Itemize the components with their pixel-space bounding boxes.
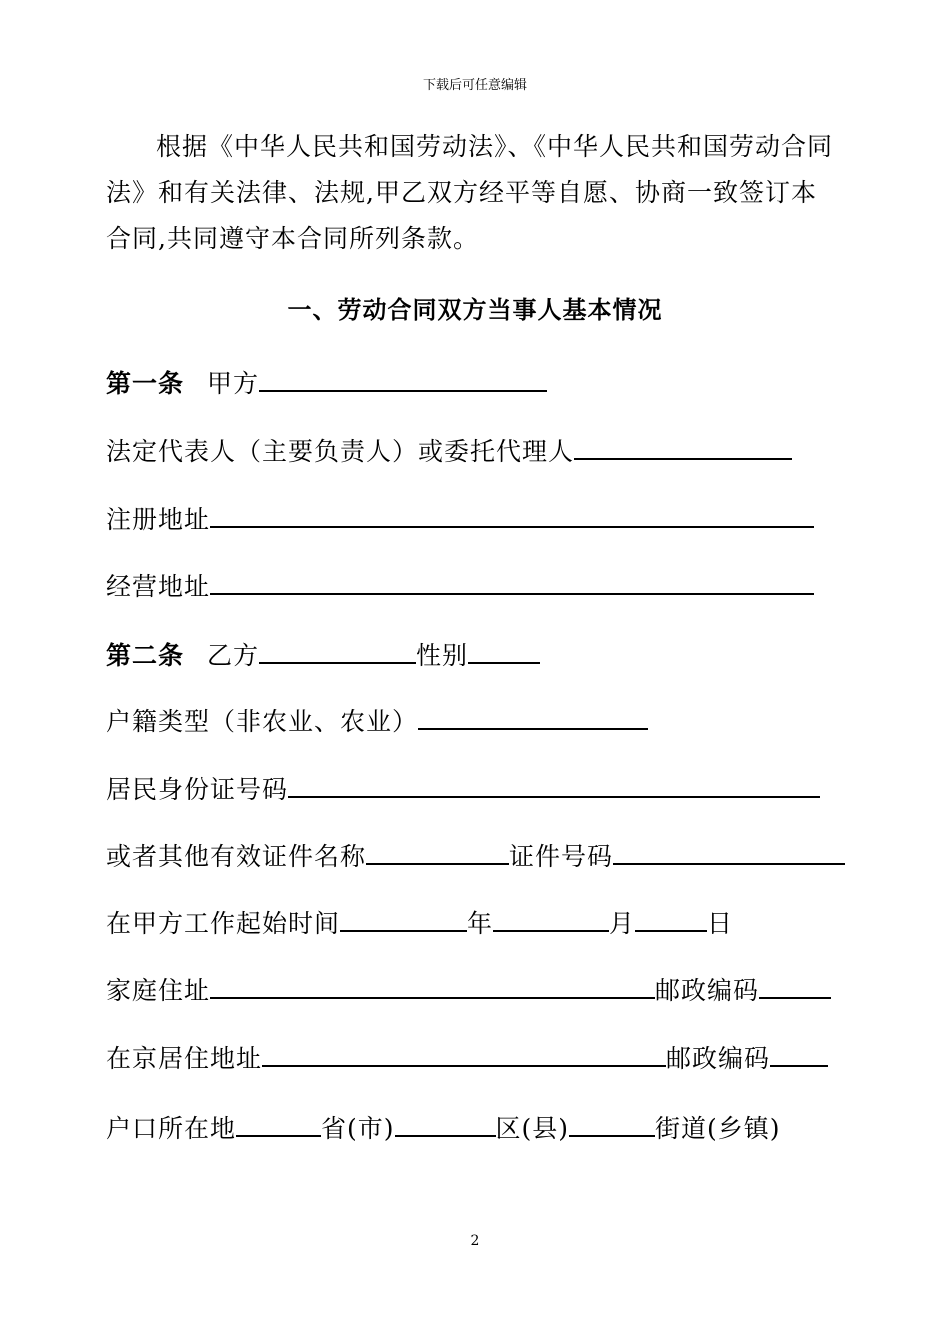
- party-a-label: 甲方: [206, 369, 259, 398]
- home-postcode-label: 邮政编码: [655, 976, 760, 1005]
- day-label: 日: [707, 909, 734, 938]
- id-number-field[interactable]: [288, 770, 820, 798]
- hukou-type-line: [106, 702, 648, 739]
- party-b-label: 乙方: [206, 641, 259, 670]
- hukou-place-line: [106, 1109, 781, 1146]
- other-id-name-field[interactable]: [366, 837, 509, 865]
- article-two-label: 第二条: [106, 641, 185, 670]
- province-label: 省(市): [321, 1114, 395, 1143]
- id-label: 居民身份证号码: [106, 775, 289, 804]
- other-id-line: [106, 837, 845, 874]
- biz-address-field[interactable]: [210, 567, 814, 595]
- bj-address-field[interactable]: [262, 1039, 666, 1067]
- intro-paragraph: 根据《中华人民共和国劳动法》、《中华人民共和国劳动合同法》和有关法律、法规,甲乙双方经平等自愿、协商一致签订本合同,共同遵守本合同所列条款。: [106, 132, 834, 253]
- start-month-field[interactable]: [493, 904, 609, 932]
- id-number-label: 证件号码: [509, 842, 614, 871]
- home-postcode-field[interactable]: [759, 971, 831, 999]
- gender-label: 性别: [415, 641, 468, 670]
- home-address-label: 家庭住址: [106, 976, 211, 1005]
- bj-postcode-label: 邮政编码: [666, 1044, 771, 1073]
- home-address-field[interactable]: [210, 971, 655, 999]
- rep-name-field[interactable]: [574, 432, 792, 460]
- other-id-number-field[interactable]: [613, 837, 845, 865]
- bj-address-label: 在京居住地址: [106, 1044, 263, 1073]
- district-field[interactable]: [395, 1109, 496, 1137]
- biz-address-label: 经营地址: [106, 572, 211, 601]
- month-label: 月: [609, 909, 636, 938]
- party-b-name-field[interactable]: [259, 636, 416, 664]
- biz-address-line: [106, 567, 814, 604]
- district-label: 区(县): [495, 1114, 570, 1143]
- street-field[interactable]: [569, 1109, 655, 1137]
- home-address-line: [106, 971, 831, 1008]
- reg-address-field[interactable]: [210, 500, 814, 528]
- page-number: 2: [470, 1233, 480, 1249]
- reg-address-label: 注册地址: [106, 505, 211, 534]
- rep-line: [106, 432, 792, 469]
- hukou-type-label: 户籍类型（非农业、农业）: [106, 707, 419, 736]
- year-label: 年: [467, 909, 494, 938]
- article-one-label: 第一条: [106, 369, 185, 398]
- section-title: 一、劳动合同双方当事人基本情况: [287, 296, 663, 324]
- start-day-field[interactable]: [635, 904, 707, 932]
- bj-address-line: [106, 1039, 828, 1076]
- hukou-type-field[interactable]: [418, 702, 648, 730]
- province-field[interactable]: [236, 1109, 321, 1137]
- page-header: 下载后可任意编辑: [422, 78, 527, 93]
- reg-address-line: [106, 500, 814, 537]
- street-label: 街道(乡镇): [655, 1114, 781, 1143]
- party-a-name-field[interactable]: [259, 364, 547, 392]
- id-line: [106, 770, 820, 807]
- gender-field[interactable]: [468, 636, 540, 664]
- hukou-place-label: 户口所在地: [106, 1114, 237, 1143]
- rep-label: 法定代表人（主要负责人）或委托代理人: [106, 437, 575, 466]
- other-id-label: 或者其他有效证件名称: [106, 842, 367, 871]
- party-a-line: [106, 364, 547, 401]
- bj-postcode-field[interactable]: [770, 1039, 828, 1067]
- start-date-label: 在甲方工作起始时间: [106, 909, 341, 938]
- party-b-line: [106, 636, 540, 673]
- start-date-line: [106, 904, 733, 941]
- start-year-field[interactable]: [340, 904, 467, 932]
